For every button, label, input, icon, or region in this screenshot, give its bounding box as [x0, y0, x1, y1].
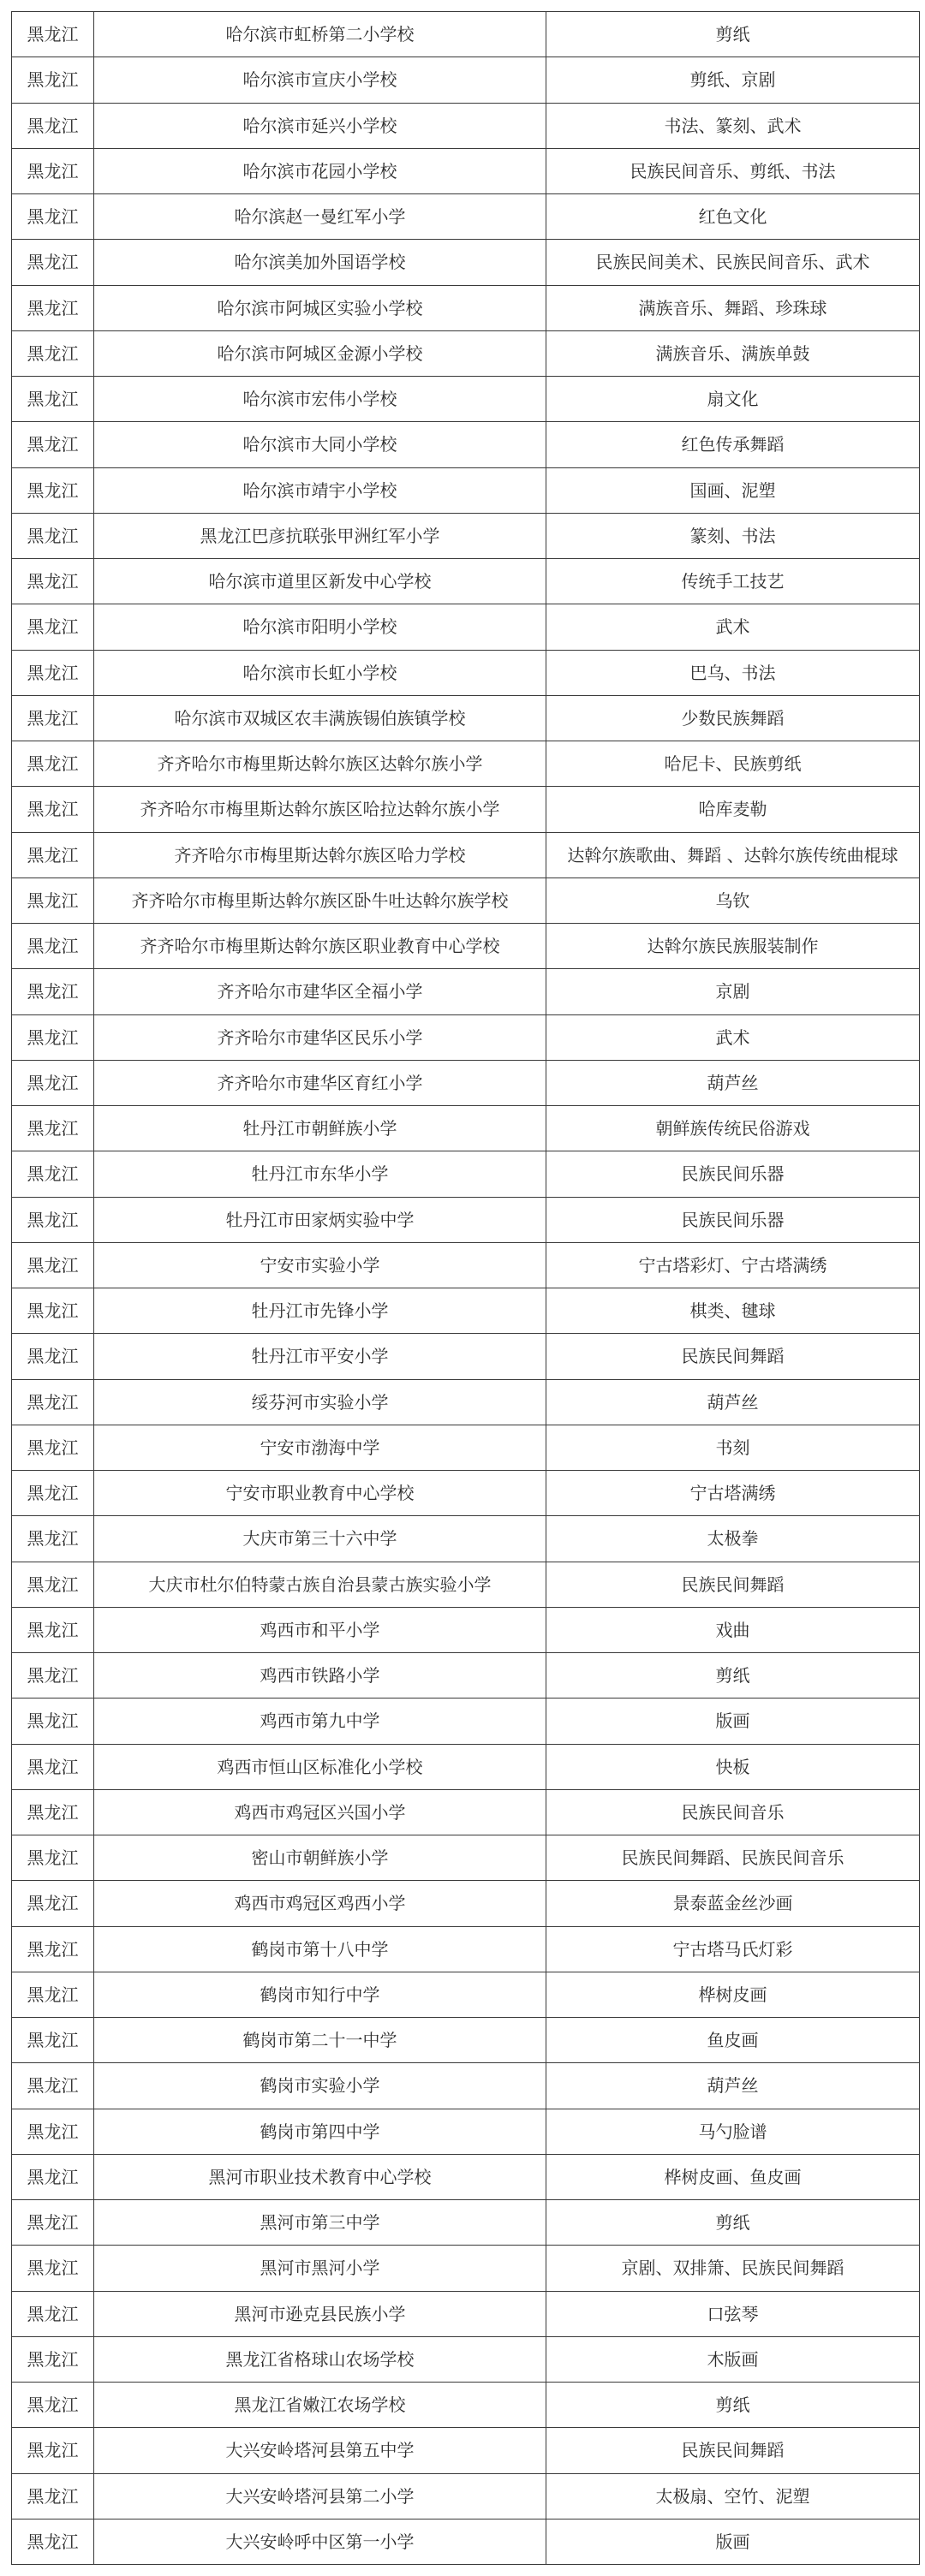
- school-name-cell: 齐齐哈尔市梅里斯达斡尔族区达斡尔族小学: [94, 741, 546, 787]
- province-cell: 黑龙江: [12, 2109, 94, 2154]
- heritage-project-cell: 葫芦丝: [546, 1060, 920, 1105]
- heritage-project-cell: 京剧: [546, 969, 920, 1014]
- table-row: [12, 285, 920, 330]
- heritage-project-cell: 宁古塔马氏灯彩: [546, 1926, 920, 1972]
- heritage-project-cell: 京剧、双排箫、民族民间舞蹈: [546, 2246, 920, 2291]
- province-cell: 黑龙江: [12, 1379, 94, 1425]
- province-cell: 黑龙江: [12, 103, 94, 148]
- province-cell: 黑龙江: [12, 969, 94, 1014]
- school-name-cell: 牡丹江市朝鲜族小学: [94, 1106, 546, 1151]
- school-name-cell: 哈尔滨市宣庆小学校: [94, 57, 546, 103]
- heritage-project-cell: 版画: [546, 2519, 920, 2564]
- province-cell: 黑龙江: [12, 1516, 94, 1562]
- province-cell: 黑龙江: [12, 513, 94, 558]
- province-cell: 黑龙江: [12, 1698, 94, 1744]
- school-name-cell: 绥芬河市实验小学: [94, 1379, 546, 1425]
- heritage-project-cell: 口弦琴: [546, 2291, 920, 2336]
- heritage-project-cell: 哈库麦勒: [546, 787, 920, 832]
- province-cell: 黑龙江: [12, 330, 94, 376]
- school-name-cell: 齐齐哈尔市建华区育红小学: [94, 1060, 546, 1105]
- province-cell: 黑龙江: [12, 2383, 94, 2428]
- province-cell: 黑龙江: [12, 604, 94, 650]
- school-name-cell: 哈尔滨市双城区农丰满族锡伯族镇学校: [94, 695, 546, 741]
- table-row: [12, 695, 920, 741]
- table-row: [12, 377, 920, 422]
- heritage-project-cell: 剪纸、京剧: [546, 57, 920, 103]
- heritage-project-cell: 鱼皮画: [546, 2018, 920, 2063]
- table-row: [12, 2336, 920, 2382]
- province-cell: 黑龙江: [12, 1106, 94, 1151]
- table-row: [12, 240, 920, 285]
- school-name-cell: 哈尔滨市大同小学校: [94, 422, 546, 467]
- table-row: [12, 1881, 920, 1926]
- table-row: [12, 513, 920, 558]
- school-name-cell: 齐齐哈尔市梅里斯达斡尔族区哈力学校: [94, 832, 546, 878]
- heritage-project-cell: 扇文化: [546, 377, 920, 422]
- heritage-project-cell: 民族民间舞蹈、民族民间音乐: [546, 1835, 920, 1881]
- table-row: [12, 1471, 920, 1516]
- school-name-cell: 大兴安岭呼中区第一小学: [94, 2519, 546, 2564]
- province-cell: 黑龙江: [12, 2291, 94, 2336]
- table-row: [12, 832, 920, 878]
- table-row: [12, 148, 920, 193]
- table-row: [12, 1516, 920, 1562]
- table-row: [12, 2383, 920, 2428]
- table-row: [12, 2154, 920, 2199]
- table-row: [12, 1972, 920, 2017]
- school-name-cell: 哈尔滨市阿城区实验小学校: [94, 285, 546, 330]
- table-row: [12, 2519, 920, 2564]
- table-row: [12, 969, 920, 1014]
- province-cell: 黑龙江: [12, 285, 94, 330]
- school-name-cell: 牡丹江市田家炳实验中学: [94, 1197, 546, 1242]
- table-row: [12, 467, 920, 513]
- province-cell: 黑龙江: [12, 2018, 94, 2063]
- table-row: [12, 2109, 920, 2154]
- heritage-project-cell: 朝鲜族传统民俗游戏: [546, 1106, 920, 1151]
- table-row: [12, 2473, 920, 2519]
- school-name-cell: 大庆市第三十六中学: [94, 1516, 546, 1562]
- province-cell: 黑龙江: [12, 1425, 94, 1470]
- heritage-project-cell: 巴乌、书法: [546, 650, 920, 695]
- province-cell: 黑龙江: [12, 1334, 94, 1379]
- province-cell: 黑龙江: [12, 1972, 94, 2017]
- table-row: [12, 1242, 920, 1288]
- table-row: [12, 194, 920, 240]
- school-name-cell: 黑河市第三中学: [94, 2200, 546, 2246]
- school-name-cell: 鸡西市鸡冠区鸡西小学: [94, 1881, 546, 1926]
- table-row: [12, 422, 920, 467]
- school-name-cell: 哈尔滨市阿城区金源小学校: [94, 330, 546, 376]
- table-row: [12, 1060, 920, 1105]
- heritage-project-cell: 剪纸: [546, 1653, 920, 1698]
- table-row: [12, 559, 920, 604]
- heritage-project-cell: 民族民间舞蹈: [546, 2428, 920, 2473]
- province-cell: 黑龙江: [12, 695, 94, 741]
- heritage-project-cell: 民族民间美术、民族民间音乐、武术: [546, 240, 920, 285]
- province-cell: 黑龙江: [12, 741, 94, 787]
- province-cell: 黑龙江: [12, 1060, 94, 1105]
- table-row: [12, 1653, 920, 1698]
- heritage-project-cell: 太极扇、空竹、泥塑: [546, 2473, 920, 2519]
- table-row: [12, 2246, 920, 2291]
- table-row: [12, 2428, 920, 2473]
- heritage-project-cell: 传统手工技艺: [546, 559, 920, 604]
- heritage-project-cell: 民族民间舞蹈: [546, 1562, 920, 1607]
- heritage-project-cell: 太极拳: [546, 1516, 920, 1562]
- table-row: [12, 1425, 920, 1470]
- table-row: [12, 924, 920, 969]
- school-name-cell: 大兴安岭塔河县第五中学: [94, 2428, 546, 2473]
- school-name-cell: 黑河市职业技术教育中心学校: [94, 2154, 546, 2199]
- province-cell: 黑龙江: [12, 832, 94, 878]
- heritage-project-cell: 宁古塔满绣: [546, 1471, 920, 1516]
- school-name-cell: 哈尔滨市靖宇小学校: [94, 467, 546, 513]
- heritage-project-cell: 剪纸: [546, 12, 920, 57]
- table-row: [12, 1379, 920, 1425]
- school-name-cell: 哈尔滨市道里区新发中心学校: [94, 559, 546, 604]
- heritage-project-cell: 满族音乐、舞蹈、珍珠球: [546, 285, 920, 330]
- province-cell: 黑龙江: [12, 377, 94, 422]
- school-name-cell: 牡丹江市东华小学: [94, 1151, 546, 1197]
- table-row: [12, 878, 920, 923]
- province-cell: 黑龙江: [12, 148, 94, 193]
- province-cell: 黑龙江: [12, 1653, 94, 1698]
- school-name-cell: 哈尔滨市宏伟小学校: [94, 377, 546, 422]
- province-cell: 黑龙江: [12, 1881, 94, 1926]
- school-name-cell: 齐齐哈尔市梅里斯达斡尔族区哈拉达斡尔族小学: [94, 787, 546, 832]
- school-name-cell: 黑龙江省嫩江农场学校: [94, 2383, 546, 2428]
- school-name-cell: 鸡西市铁路小学: [94, 1653, 546, 1698]
- table-row: [12, 650, 920, 695]
- heritage-project-cell: 戏曲: [546, 1607, 920, 1652]
- heritage-project-cell: 宁古塔彩灯、宁古塔满绣: [546, 1242, 920, 1288]
- school-name-cell: 密山市朝鲜族小学: [94, 1835, 546, 1881]
- heritage-project-cell: 篆刻、书法: [546, 513, 920, 558]
- schools-table-body: [12, 12, 920, 2565]
- school-name-cell: 黑河市黑河小学: [94, 2246, 546, 2291]
- table-row: [12, 1106, 920, 1151]
- table-row: [12, 1698, 920, 1744]
- table-row: [12, 2291, 920, 2336]
- heritage-project-cell: 国画、泥塑: [546, 467, 920, 513]
- school-name-cell: 鹤岗市知行中学: [94, 1972, 546, 2017]
- province-cell: 黑龙江: [12, 2154, 94, 2199]
- province-cell: 黑龙江: [12, 2519, 94, 2564]
- school-name-cell: 哈尔滨市阳明小学校: [94, 604, 546, 650]
- school-name-cell: 鸡西市和平小学: [94, 1607, 546, 1652]
- table-row: [12, 1014, 920, 1060]
- table-row: [12, 12, 920, 57]
- school-name-cell: 哈尔滨市花园小学校: [94, 148, 546, 193]
- table-row: [12, 787, 920, 832]
- school-name-cell: 齐齐哈尔市建华区民乐小学: [94, 1014, 546, 1060]
- table-row: [12, 1334, 920, 1379]
- province-cell: 黑龙江: [12, 194, 94, 240]
- school-name-cell: 宁安市渤海中学: [94, 1425, 546, 1470]
- province-cell: 黑龙江: [12, 1562, 94, 1607]
- table-row: [12, 1197, 920, 1242]
- school-name-cell: 大庆市杜尔伯特蒙古族自治县蒙古族实验小学: [94, 1562, 546, 1607]
- school-name-cell: 鹤岗市第二十一中学: [94, 2018, 546, 2063]
- province-cell: 黑龙江: [12, 1607, 94, 1652]
- heritage-project-cell: 书刻: [546, 1425, 920, 1470]
- table-row: [12, 604, 920, 650]
- school-name-cell: 鸡西市鸡冠区兴国小学: [94, 1789, 546, 1835]
- school-name-cell: 鸡西市第九中学: [94, 1698, 546, 1744]
- province-cell: 黑龙江: [12, 12, 94, 57]
- school-name-cell: 哈尔滨市虹桥第二小学校: [94, 12, 546, 57]
- table-row: [12, 1789, 920, 1835]
- table-row: [12, 330, 920, 376]
- school-name-cell: 鹤岗市第四中学: [94, 2109, 546, 2154]
- province-cell: 黑龙江: [12, 2246, 94, 2291]
- table-row: [12, 57, 920, 103]
- heritage-project-cell: 达斡尔族歌曲、舞蹈 、达斡尔族传统曲棍球: [546, 832, 920, 878]
- province-cell: 黑龙江: [12, 1288, 94, 1334]
- province-cell: 黑龙江: [12, 1151, 94, 1197]
- school-name-cell: 牡丹江市先锋小学: [94, 1288, 546, 1334]
- province-cell: 黑龙江: [12, 878, 94, 923]
- province-cell: 黑龙江: [12, 2336, 94, 2382]
- table-row: [12, 2018, 920, 2063]
- table-row: [12, 1288, 920, 1334]
- heritage-project-cell: 葫芦丝: [546, 2063, 920, 2109]
- table-row: [12, 2063, 920, 2109]
- school-name-cell: 鸡西市恒山区标准化小学校: [94, 1744, 546, 1789]
- heritage-project-cell: 红色文化: [546, 194, 920, 240]
- heritage-project-cell: 版画: [546, 1698, 920, 1744]
- province-cell: 黑龙江: [12, 1789, 94, 1835]
- province-cell: 黑龙江: [12, 57, 94, 103]
- province-cell: 黑龙江: [12, 467, 94, 513]
- school-name-cell: 牡丹江市平安小学: [94, 1334, 546, 1379]
- province-cell: 黑龙江: [12, 1197, 94, 1242]
- province-cell: 黑龙江: [12, 2200, 94, 2246]
- table-row: [12, 1151, 920, 1197]
- province-cell: 黑龙江: [12, 1242, 94, 1288]
- table-row: [12, 103, 920, 148]
- heritage-project-cell: 民族民间乐器: [546, 1151, 920, 1197]
- school-name-cell: 黑龙江省格球山农场学校: [94, 2336, 546, 2382]
- heritage-project-cell: 桦树皮画、鱼皮画: [546, 2154, 920, 2199]
- heritage-project-cell: 剪纸: [546, 2200, 920, 2246]
- heritage-project-cell: 哈尼卡、民族剪纸: [546, 741, 920, 787]
- province-cell: 黑龙江: [12, 2473, 94, 2519]
- school-name-cell: 齐齐哈尔市梅里斯达斡尔族区职业教育中心学校: [94, 924, 546, 969]
- heritage-project-cell: 棋类、毽球: [546, 1288, 920, 1334]
- province-cell: 黑龙江: [12, 1744, 94, 1789]
- province-cell: 黑龙江: [12, 1471, 94, 1516]
- heritage-project-cell: 红色传承舞蹈: [546, 422, 920, 467]
- heritage-project-cell: 木版画: [546, 2336, 920, 2382]
- heritage-project-cell: 乌钦: [546, 878, 920, 923]
- school-name-cell: 鹤岗市实验小学: [94, 2063, 546, 2109]
- heritage-project-cell: 剪纸: [546, 2383, 920, 2428]
- province-cell: 黑龙江: [12, 240, 94, 285]
- table-row: [12, 2200, 920, 2246]
- province-cell: 黑龙江: [12, 924, 94, 969]
- school-name-cell: 齐齐哈尔市梅里斯达斡尔族区卧牛吐达斡尔族学校: [94, 878, 546, 923]
- province-cell: 黑龙江: [12, 1835, 94, 1881]
- heritage-project-cell: 少数民族舞蹈: [546, 695, 920, 741]
- heritage-project-cell: 武术: [546, 604, 920, 650]
- heritage-project-cell: 达斡尔族民族服装制作: [546, 924, 920, 969]
- heritage-project-cell: 桦树皮画: [546, 1972, 920, 2017]
- school-name-cell: 宁安市职业教育中心学校: [94, 1471, 546, 1516]
- school-name-cell: 哈尔滨市长虹小学校: [94, 650, 546, 695]
- school-name-cell: 哈尔滨市延兴小学校: [94, 103, 546, 148]
- heritage-project-cell: 葫芦丝: [546, 1379, 920, 1425]
- province-cell: 黑龙江: [12, 1014, 94, 1060]
- heritage-project-cell: 书法、篆刻、武术: [546, 103, 920, 148]
- school-name-cell: 鹤岗市第十八中学: [94, 1926, 546, 1972]
- province-cell: 黑龙江: [12, 787, 94, 832]
- table-row: [12, 1607, 920, 1652]
- province-cell: 黑龙江: [12, 559, 94, 604]
- school-name-cell: 齐齐哈尔市建华区全福小学: [94, 969, 546, 1014]
- province-cell: 黑龙江: [12, 2428, 94, 2473]
- table-row: [12, 1835, 920, 1881]
- school-name-cell: 哈尔滨赵一曼红军小学: [94, 194, 546, 240]
- heritage-project-cell: 民族民间音乐、剪纸、书法: [546, 148, 920, 193]
- table-row: [12, 1562, 920, 1607]
- school-name-cell: 大兴安岭塔河县第二小学: [94, 2473, 546, 2519]
- heritage-project-cell: 马勺脸谱: [546, 2109, 920, 2154]
- table-row: [12, 1744, 920, 1789]
- school-name-cell: 哈尔滨美加外国语学校: [94, 240, 546, 285]
- table-row: [12, 741, 920, 787]
- school-name-cell: 宁安市实验小学: [94, 1242, 546, 1288]
- table-row: [12, 1926, 920, 1972]
- heritage-project-cell: 民族民间乐器: [546, 1197, 920, 1242]
- province-cell: 黑龙江: [12, 650, 94, 695]
- heritage-project-cell: 民族民间舞蹈: [546, 1334, 920, 1379]
- heritage-project-cell: 满族音乐、满族单鼓: [546, 330, 920, 376]
- heritage-project-cell: 武术: [546, 1014, 920, 1060]
- heritage-project-cell: 景泰蓝金丝沙画: [546, 1881, 920, 1926]
- heritage-project-cell: 快板: [546, 1744, 920, 1789]
- province-cell: 黑龙江: [12, 1926, 94, 1972]
- schools-table: [11, 11, 920, 2565]
- heritage-project-cell: 民族民间音乐: [546, 1789, 920, 1835]
- province-cell: 黑龙江: [12, 2063, 94, 2109]
- school-name-cell: 黑河市逊克县民族小学: [94, 2291, 546, 2336]
- school-name-cell: 黑龙江巴彦抗联张甲洲红军小学: [94, 513, 546, 558]
- province-cell: 黑龙江: [12, 422, 94, 467]
